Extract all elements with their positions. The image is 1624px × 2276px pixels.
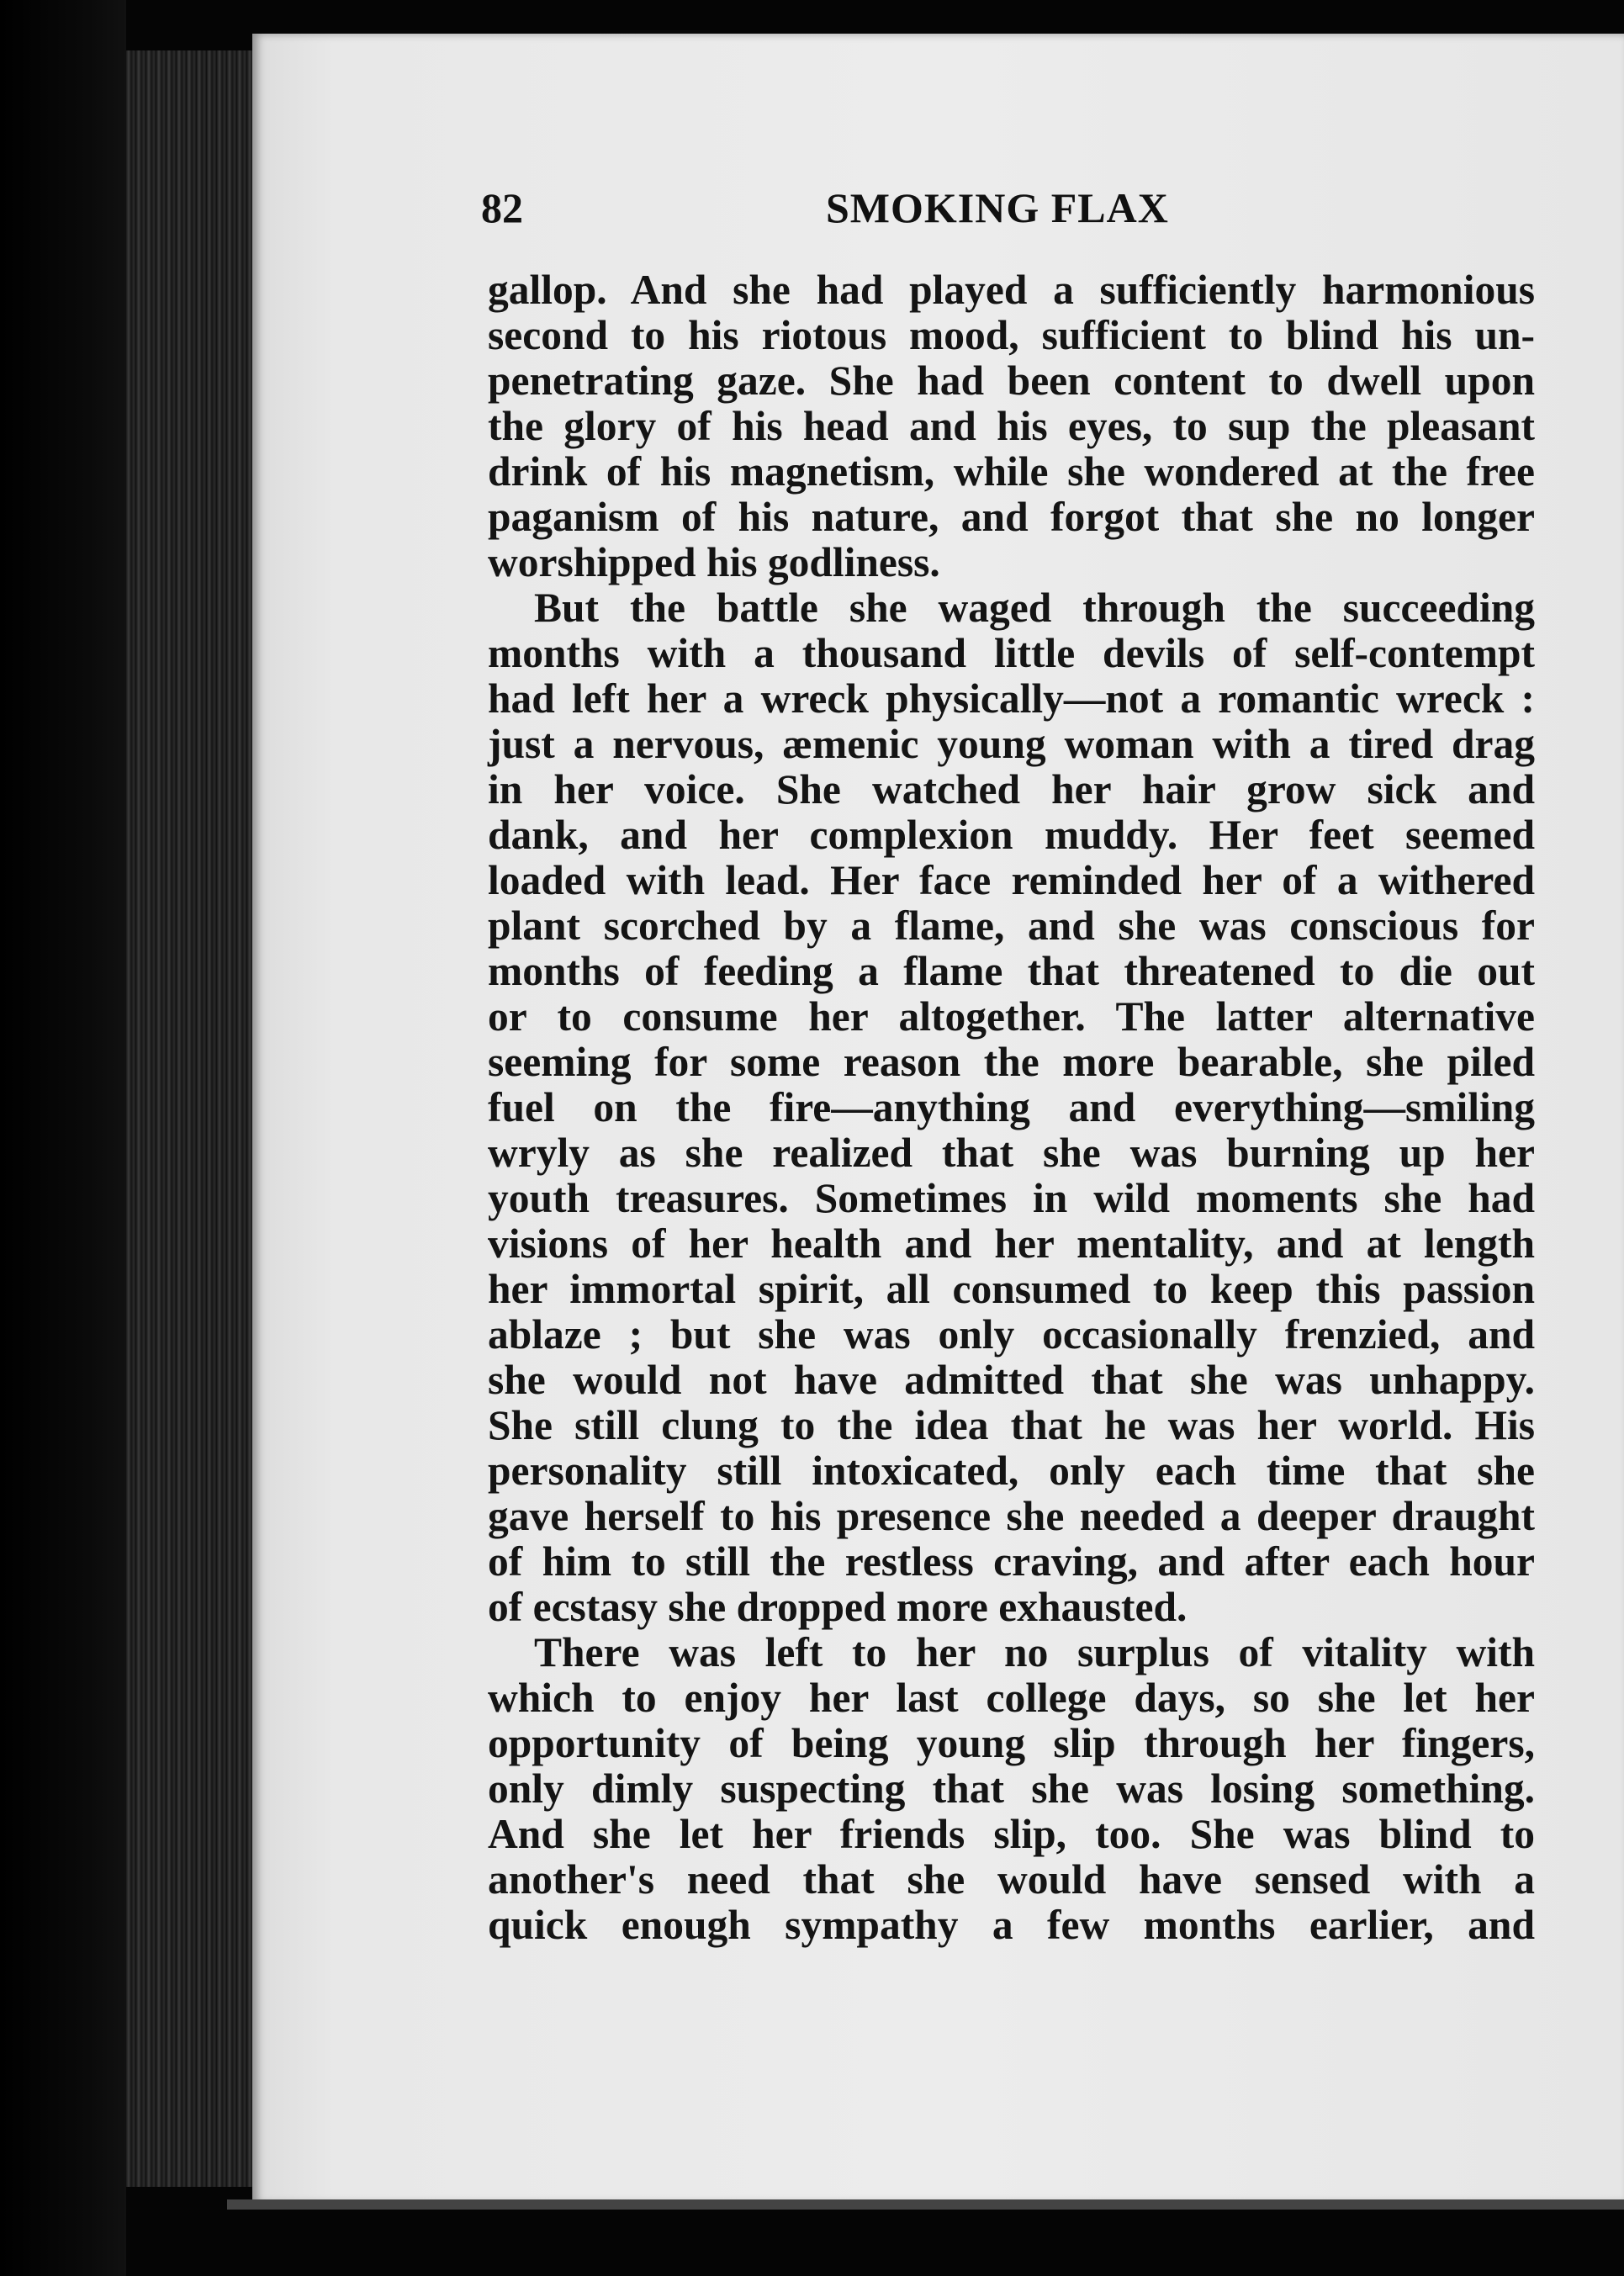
page-header [481,183,1532,242]
text-line: gave herself to his presence she needed a deeper draught [488,1493,1535,1539]
text-line: in her voice. She watched her hair grow sick and [488,766,1535,812]
text-line: had left her a wreck physically—not a romantic wreck : [488,675,1535,722]
scan-background [0,0,126,2276]
text-line: months with a thousand little devils of self-contempt [488,630,1535,676]
text-line: second to his riotous mood, sufficient to blind his un- [488,312,1535,358]
text-line: personality still intoxicated, only each time that she [488,1448,1535,1494]
text-line: she would not have admitted that she was unhappy. [488,1357,1535,1403]
text-line: paganism of his nature, and forgot that she no longer [488,494,1535,540]
text-line: gallop. And she had played a sufficiently harmonious [488,267,1535,313]
text-line: worshipped his godliness. [488,539,940,585]
text-line: But the battle she waged through the succeeding [534,585,1535,631]
text-line: only dimly suspecting that she was losing something. [488,1765,1535,1812]
text-line: the glory of his head and his eyes, to sup the pleasant [488,403,1535,449]
text-line: seeming for some reason the more bearable, she piled [488,1039,1535,1085]
running-title: SMOKING FLAX [826,184,1169,231]
body-text [488,267,1535,1948]
text-line: opportunity of being young slip through her fingers, [488,1720,1535,1766]
text-line: plant scorched by a flame, and she was conscious for [488,902,1535,949]
text-line: months of feeding a flame that threatened to die out [488,948,1535,994]
text-line: quick enough sympathy a few months earlier, and [488,1902,1535,1948]
text-line: penetrating gaze. She had been content to dwell upon [488,357,1535,404]
text-line: There was left to her no surplus of vitality with [534,1629,1535,1675]
text-line: of ecstasy she dropped more exhausted. [488,1584,1188,1630]
text-line: which to enjoy her last college days, so she let her [488,1675,1535,1721]
text-line: just a nervous, æmenic young woman with a tired drag [488,721,1535,767]
text-line: fuel on the fire—anything and everything—smiling [488,1084,1535,1130]
text-line: visions of her health and her mentality, and at length [488,1220,1535,1267]
page-bottom-edge [227,2199,1624,2210]
text-line: or to consume her altogether. The latter alternative [488,993,1535,1040]
text-line: drink of his magnetism, while she wondered at the free [488,448,1535,495]
text-line: She still clung to the idea that he was her world. His [488,1402,1535,1448]
text-line: loaded with lead. Her face reminded her of a withered [488,857,1535,903]
text-line: And she let her friends slip, too. She was blind to [488,1811,1535,1857]
text-line: dank, and her complexion muddy. Her feet seemed [488,812,1535,858]
text-line: youth treasures. Sometimes in wild moments she had [488,1175,1535,1221]
text-line: wryly as she realized that she was burning up her [488,1130,1535,1176]
text-line: ablaze ; but she was only occasionally frenzied, and [488,1311,1535,1358]
text-line: her immortal spirit, all consumed to keep this passion [488,1266,1535,1312]
text-line: of him to still the restless craving, and after each hour [488,1538,1535,1585]
page-number: 82 [481,184,523,231]
book-page-edges [126,50,261,2187]
text-line: another's need that she would have sensed with a [488,1856,1535,1903]
